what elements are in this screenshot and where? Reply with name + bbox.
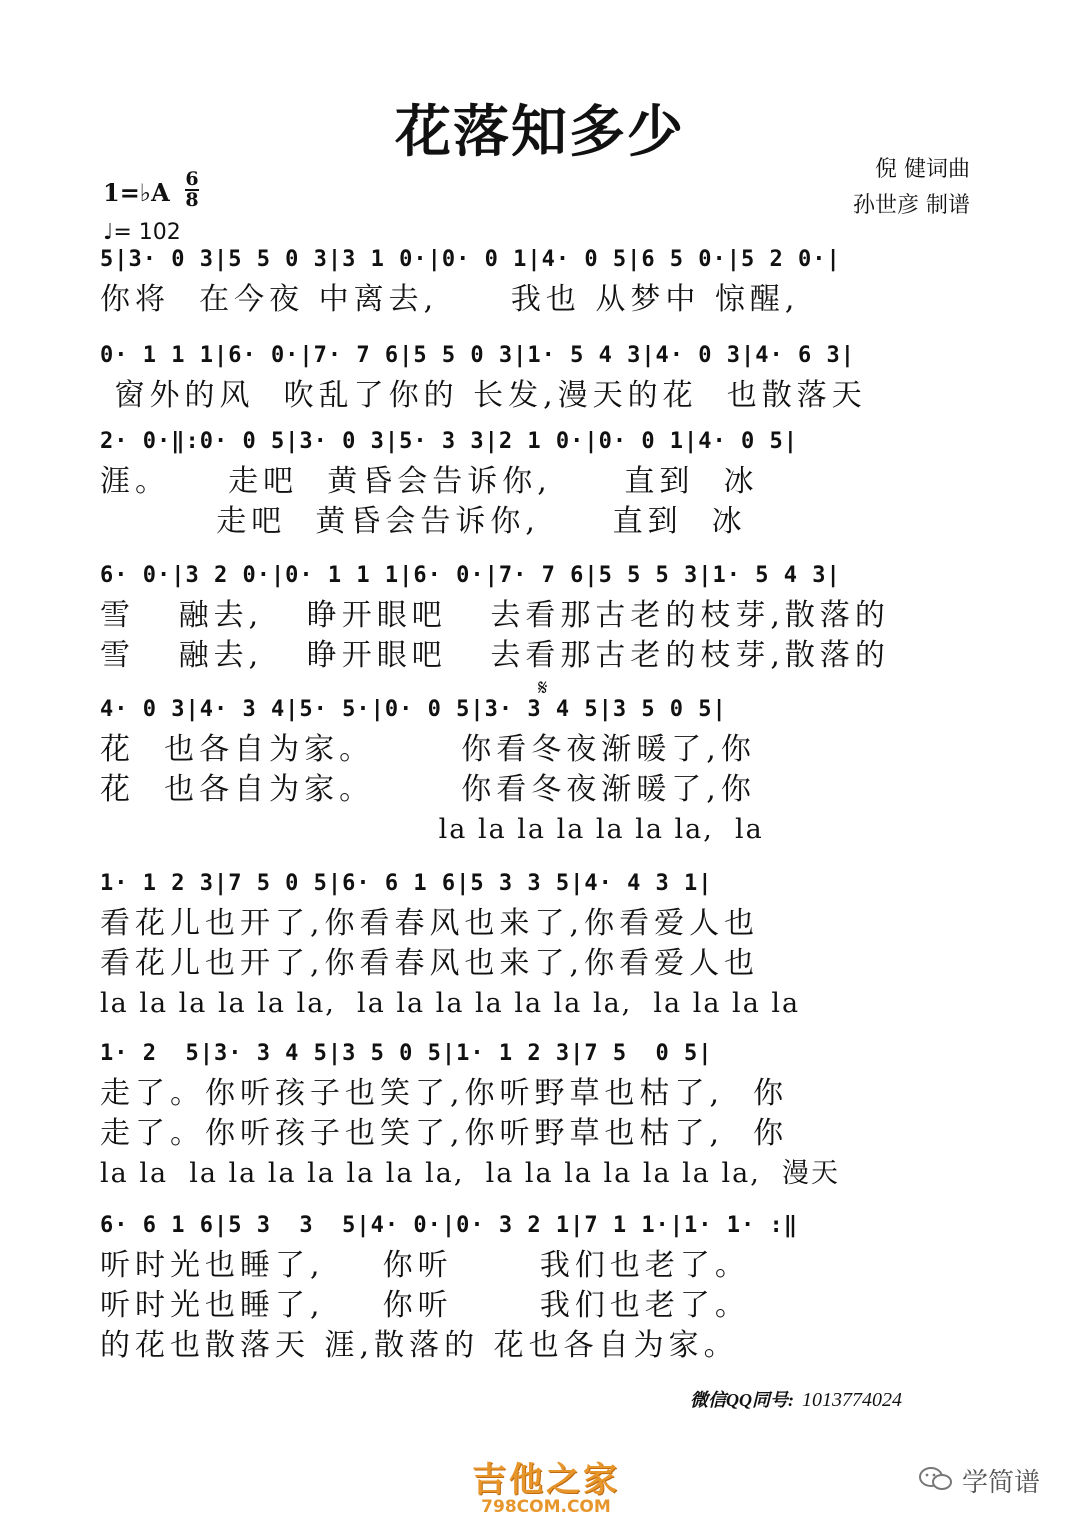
score-system-7 — [100, 1034, 980, 1194]
score-system-2 — [100, 336, 980, 416]
time-signature-top: 6 — [185, 168, 199, 190]
notation-line: 1· 2 5|3· 3 4 5|3 5 0 5|1· 1 2 3|7 5 0 5| — [100, 1041, 713, 1066]
brand-name: 学简谱 — [962, 1468, 1041, 1498]
site-logo — [472, 1452, 620, 1517]
logo-url: 798COM.COM — [481, 1497, 611, 1517]
wechat-qq-contact — [690, 1386, 902, 1412]
wechat-icon — [918, 1466, 954, 1492]
lyric-verse-2: 走了。你听孩子也笑了,你听野草也枯了, 你 — [100, 1116, 789, 1151]
lyric-verse-2: 雪 融去, 睁开眼吧 去看那古老的枝芽,散落的 — [100, 638, 890, 673]
key-signature: 1=♭A — [103, 178, 170, 207]
lyric-verse-1: 窗外的风 吹乱了你的 长发,漫天的花 也散落天 — [100, 378, 867, 413]
tempo-marking: ♩= 102 — [103, 220, 181, 245]
page-title: 花落知多少 — [395, 99, 685, 165]
score-system-4 — [100, 556, 980, 676]
lyric-verse-2: 走吧 黄昏会告诉你, 直到 冰 — [100, 504, 747, 539]
logo-text: 吉他之家 — [472, 1460, 620, 1500]
lyric-verse-1: 雪 融去, 睁开眼吧 去看那古老的枝芽,散落的 — [100, 598, 890, 633]
lyric-verse-3: la la la la la la la, la — [100, 814, 764, 845]
lyric-verse-2: 看花儿也开了,你看春风也来了,你看爱人也 — [100, 946, 760, 981]
lyric-verse-1: 涯。 走吧 黄昏会告诉你, 直到 冰 — [100, 464, 759, 499]
score-system-3 — [100, 422, 980, 542]
score-system-1 — [100, 240, 980, 320]
notation-line: 0· 1 1 1|6· 0·|7· 7 6|5 5 0 3|1· 5 4 3|4· 0 3|4· 6 3| — [100, 343, 855, 368]
lyric-verse-2: 花 也各自为家。 你看冬夜渐暖了,你 — [100, 772, 756, 807]
lyric-verse-1: 花 也各自为家。 你看冬夜渐暖了,你 — [100, 732, 756, 767]
segno-sign: 𝄋 — [538, 676, 548, 701]
score-system-6 — [100, 864, 980, 1024]
notation-line: 6· 6 1 6|5 3 3 5|4· 0·|0· 3 2 1|7 1 1·|1· 1· :‖ — [100, 1213, 799, 1238]
score-system-5 — [100, 690, 980, 850]
notation-line: 5|3· 0 3|5 5 0 3|3 1 0·|0· 0 1|4· 0 5|6 5 0·|5 2 0·| — [100, 247, 841, 272]
time-signature-bottom: 8 — [185, 189, 199, 211]
score-system-8 — [100, 1206, 980, 1366]
notation-line: 1· 1 2 3|7 5 0 5|6· 6 1 6|5 3 3 5|4· 4 3 1| — [100, 871, 713, 896]
lyric-verse-1: 看花儿也开了,你看春风也来了,你看爱人也 — [100, 906, 760, 941]
lyric-verse-1: 听时光也睡了, 你听 我们也老了。 — [100, 1248, 750, 1283]
lyric-verse-1: 走了。你听孩子也笑了,你听野草也枯了, 你 — [100, 1076, 789, 1111]
transcriber-credit: 孙世彦 制谱 — [853, 193, 970, 218]
wechat-label: 微信QQ同号: — [690, 1390, 794, 1410]
notation-line: 6· 0·|3 2 0·|0· 1 1 1|6· 0·|7· 7 6|5 5 5 3|1· 5 4 3| — [100, 563, 841, 588]
lyric-verse-1: 你将 在今夜 中离去, 我也 从梦中 惊醒, — [100, 282, 800, 317]
time-signature — [185, 170, 199, 210]
lyric-verse-3: la la la la la la la la la, la la la la la la la, 漫天 — [100, 1158, 840, 1189]
notation-line: 2· 0·‖:0· 0 5|3· 0 3|5· 3 3|2 1 0·|0· 0 1|4· 0 5| — [100, 429, 799, 454]
lyricist-composer-credit: 倪 健词曲 — [875, 157, 970, 182]
lyric-verse-3: 的花也散落天 涯,散落的 花也各自为家。 — [100, 1328, 739, 1363]
wechat-number: 1013774024 — [802, 1389, 902, 1411]
lyric-verse-3: la la la la la la, la la la la la la la, la la la la — [100, 988, 801, 1019]
lyric-verse-2: 听时光也睡了, 你听 我们也老了。 — [100, 1288, 750, 1323]
notation-line: 4· 0 3|4· 3 4|5· 5·|0· 0 5|3· 3 4 5|3 5 0 5| — [100, 697, 727, 722]
